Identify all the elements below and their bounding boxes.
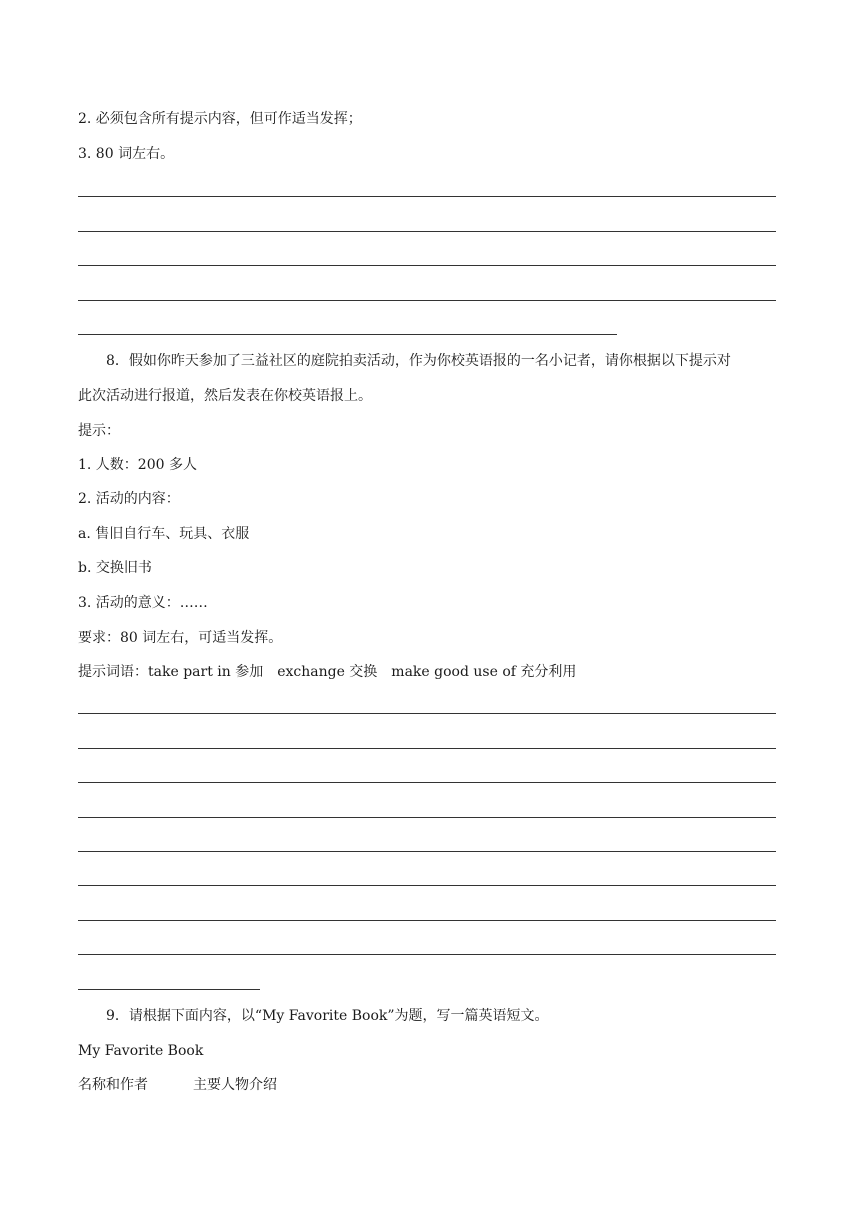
writing-line: [78, 782, 776, 783]
writing-line: [78, 300, 776, 301]
requirement-3: 3. 80 词左右。: [78, 146, 175, 162]
q8-hint-2a: a. 售旧自行车、玩具、衣服: [78, 526, 250, 542]
writing-line: [78, 265, 776, 266]
writing-line: [78, 817, 776, 818]
q9-col-main-characters: 主要人物介绍: [193, 1077, 277, 1093]
requirement-2: 2. 必须包含所有提示内容，但可作适当发挥；: [78, 111, 362, 127]
q8-prompt-line1: 8．假如你昨天参加了三益社区的庭院拍卖活动，作为你校英语报的一名小记者，请你根据以下提示对: [106, 353, 731, 369]
writing-line: [78, 920, 776, 921]
writing-line: [78, 885, 776, 886]
q8-hint-2: 2. 活动的内容：: [78, 491, 180, 507]
q9-title: My Favorite Book: [78, 1043, 204, 1059]
writing-line: [78, 851, 776, 852]
q8-hint-title: 提示：: [78, 423, 120, 439]
q8-hint-2b: b. 交换旧书: [78, 560, 152, 576]
writing-line: [78, 954, 776, 955]
writing-line: [78, 231, 776, 232]
writing-line: [78, 713, 776, 714]
q8-hint-1: 1. 人数：200 多人: [78, 457, 197, 473]
q9-col-name-author: 名称和作者: [78, 1077, 148, 1093]
q9-prompt: 9．请根据下面内容，以“My Favorite Book”为题，写一篇英语短文。: [106, 1008, 549, 1024]
writing-line: [78, 196, 776, 197]
writing-line: [78, 748, 776, 749]
q8-hint-3: 3. 活动的意义：……: [78, 595, 208, 611]
q8-prompt-line2: 此次活动进行报道，然后发表在你校英语报上。: [78, 388, 372, 404]
writing-line-short: [78, 334, 617, 335]
writing-line-short: [78, 989, 260, 990]
q8-requirement: 要求：80 词左右，可适当发挥。: [78, 630, 283, 646]
q8-vocab-hints: 提示词语：take part in 参加 exchange 交换 make good use of 充分利用: [78, 664, 577, 680]
